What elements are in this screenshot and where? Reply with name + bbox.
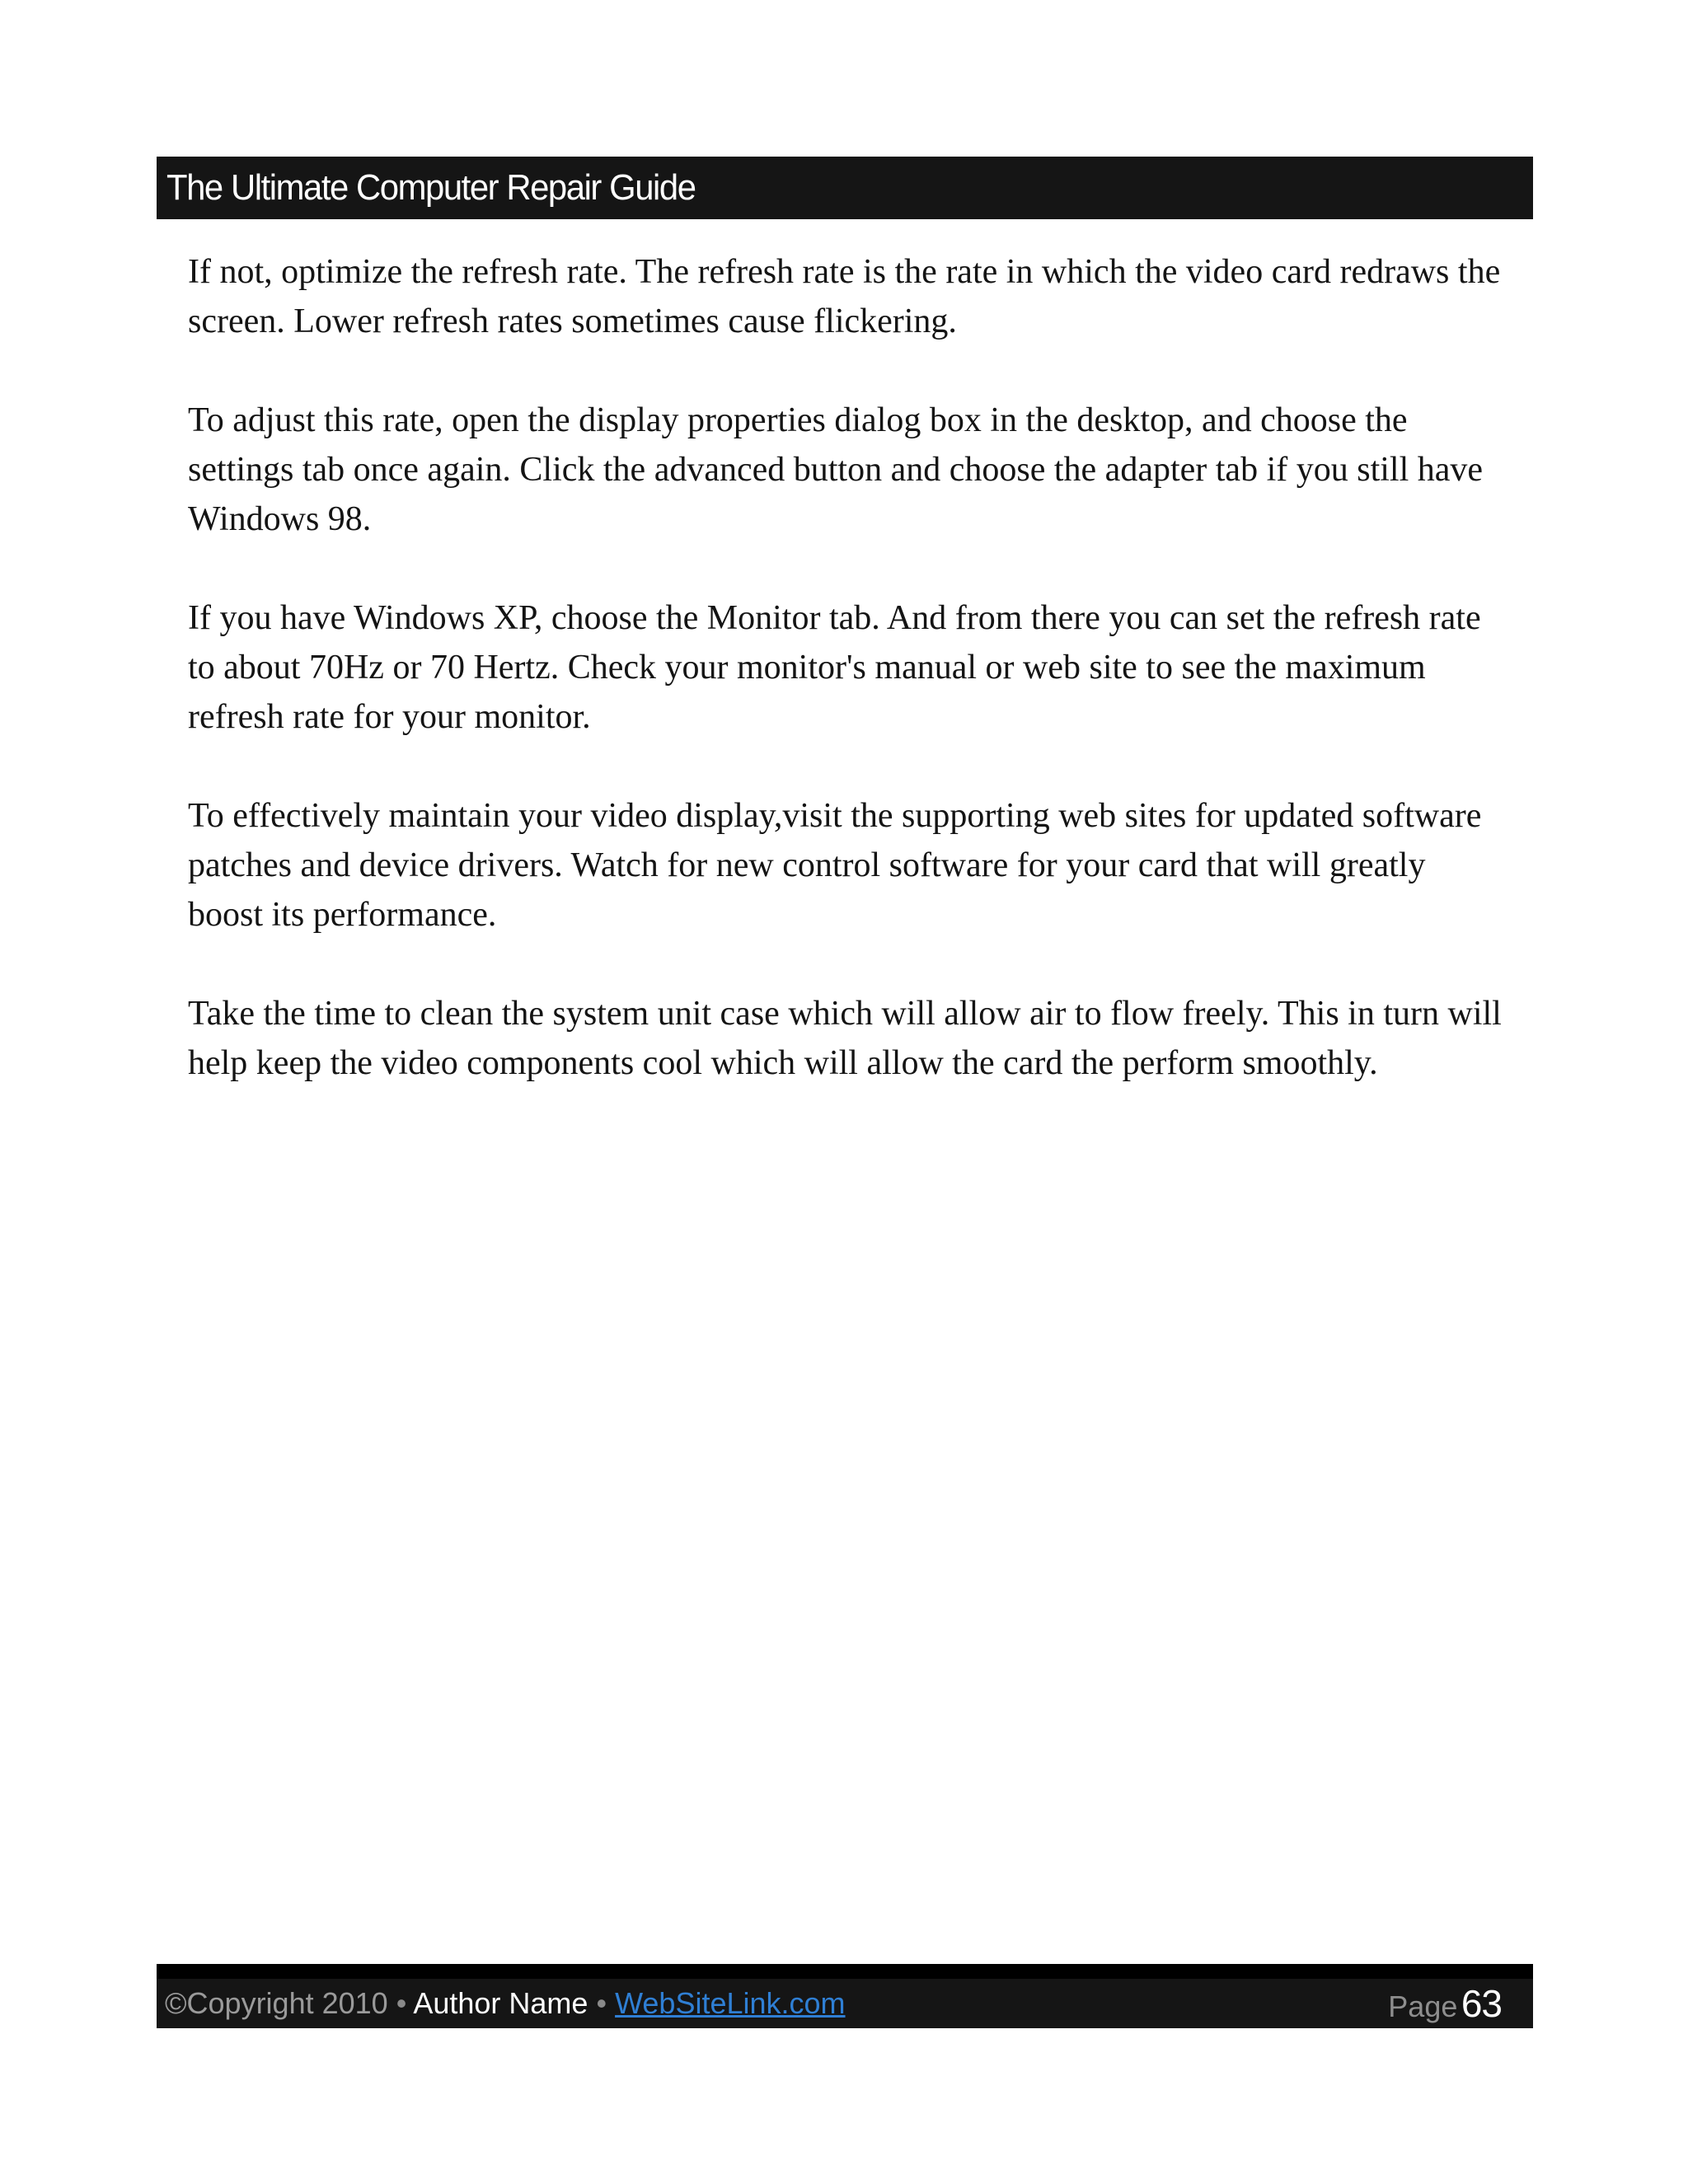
paragraph-maintain-display: To effectively maintain your video display,visit the supporting web sites for updated software patches and device drivers. Watch for new control software for your card that will greatly boost its performance.	[188, 797, 1482, 934]
author-name: Author Name	[413, 1986, 588, 2020]
paragraph-clean-case: Take the time to clean the system unit case which will allow air to flow freely. This in turn will help keep the video components cool which will allow the card the perform smoothly.	[188, 995, 1502, 1082]
page-indicator	[1388, 1981, 1502, 2026]
copyright-text: ©Copyright 2010	[165, 1986, 388, 2020]
header-bar	[157, 157, 1533, 219]
footer-credits	[165, 1986, 846, 2021]
paragraph-windows-xp: If you have Windows XP, choose the Monitor tab. And from there you can set the refresh rate to about 70Hz or 70 Hertz. Check your monitor's manual or web site to see the maximum refresh rate for your monitor.	[188, 599, 1481, 736]
document-title: The Ultimate Computer Repair Guide	[166, 167, 696, 208]
body-text	[188, 247, 1507, 1137]
page-label: Page	[1388, 1990, 1458, 2023]
separator-dot: •	[596, 1986, 607, 2020]
separator-dot: •	[396, 1986, 407, 2020]
footer-bar	[157, 1964, 1533, 2028]
paragraph-adjust-rate: To adjust this rate, open the display properties dialog box in the desktop, and choose the settings tab once again. Click the advanced button and choose the adapter tab if you still have Windows 98.	[188, 401, 1484, 538]
website-link[interactable]: WebSiteLink.com	[615, 1986, 846, 2020]
page-number: 63	[1461, 1982, 1502, 2025]
paragraph-refresh-rate: If not, optimize the refresh rate. The refresh rate is the rate in which the video card redraws the screen. Lower refresh rates sometimes cause flickering.	[188, 253, 1501, 340]
